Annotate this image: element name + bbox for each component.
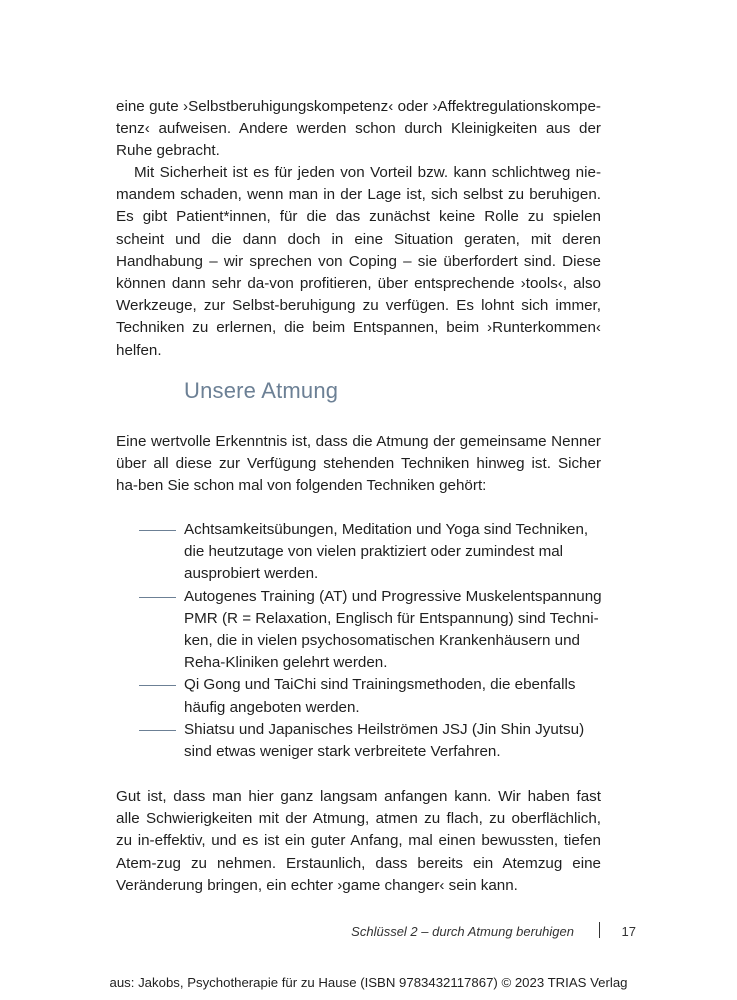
- list-item: [0, 519, 604, 586]
- paragraph-vorteil: Mit Sicherheit ist es für jeden von Vorteil bzw. kann schlichtweg nie-mandem schaden, wenn man in der Lage ist, sich selbst zu beruhigen. Es gibt Patient*innen, für die das zunächst keine Rolle zu spielen scheint und die dann doch in eine Situation geraten, mit deren Handhabung – wir sprechen von Coping – sie überfordert sind. Diese können dann sehr da-von profitieren, über entsprechende ›tools‹, also Werkzeuge, zur Selbst-beruhigung zu verfügen. Es lohnt sich immer, Techniken zu erlernen, die beim Entspannen, beim ›Runterkommen‹ helfen.: [116, 164, 601, 359]
- list-item: [0, 674, 604, 718]
- paragraph-selbstberuhigung: eine gute ›Selbstberuhigungskompetenz‹ oder ›Affektregulationskompe-tenz‹ aufweisen. Andere werden schon durch Kleinigkeiten aus der Ruhe gebracht.: [116, 98, 601, 160]
- dash-bullet: [139, 530, 176, 531]
- source-citation: aus: Jakobs, Psychotherapie für zu Hause (ISBN 9783432117867) © 2023 TRIAS Verlag: [109, 975, 628, 990]
- paragraph-anfangen: Gut ist, dass man hier ganz langsam anfangen kann. Wir haben fast alle Schwierigkeiten mit der Atmung, atmen zu flach, zu oberflächlich, zu in-effektiv, und es ist ein guter Anfang, mal einen bewussten, tiefen Atem-zug zu nehmen. Erstaunlich, dass bereits ein Atemzug eine Veränderung bringen, ein echter ›game changer‹ sein kann.: [116, 788, 601, 894]
- section-heading: Unsere Atmung: [184, 378, 339, 403]
- list-item-text: Achtsamkeitsübungen, Meditation und Yoga sind Techniken, die heutzutage von vielen praktiziert oder zumindest mal ausprobiert werden.: [184, 521, 589, 583]
- dash-bullet: [139, 597, 176, 598]
- list-item-text: Autogenes Training (AT) und Progressive Muskelentspannung PMR (R = Relaxation, Englisch für Entspannung) sind Techni-ken, die in vielen psychosomatischen Krankenhäusern und Reha-Kliniken gelehrt werden.: [184, 587, 602, 672]
- list-item: [0, 586, 604, 675]
- list-item: [0, 719, 604, 763]
- dash-bullet: [139, 685, 176, 686]
- running-title: Schlüssel 2 – durch Atmung beruhigen: [351, 924, 574, 939]
- paragraph-erkenntnis: Eine wertvolle Erkenntnis ist, dass die Atmung der gemeinsame Nenner über all diese zur Verfügung stehenden Techniken hinweg ist. Sicher ha-ben Sie schon mal von folgenden Techniken gehört:: [116, 433, 601, 495]
- dash-bullet: [139, 730, 176, 731]
- page-footer: [300, 924, 640, 944]
- technique-list: [0, 519, 604, 763]
- footer-divider: [599, 922, 600, 938]
- list-item-text: Qi Gong und TaiChi sind Trainingsmethoden, die ebenfalls häufig angeboten werden.: [184, 676, 576, 716]
- list-item-text: Shiatsu und Japanisches Heilströmen JSJ (Jin Shin Jyutsu) sind etwas weniger stark verbreitete Verfahren.: [184, 720, 585, 761]
- page-number: 17: [621, 924, 636, 939]
